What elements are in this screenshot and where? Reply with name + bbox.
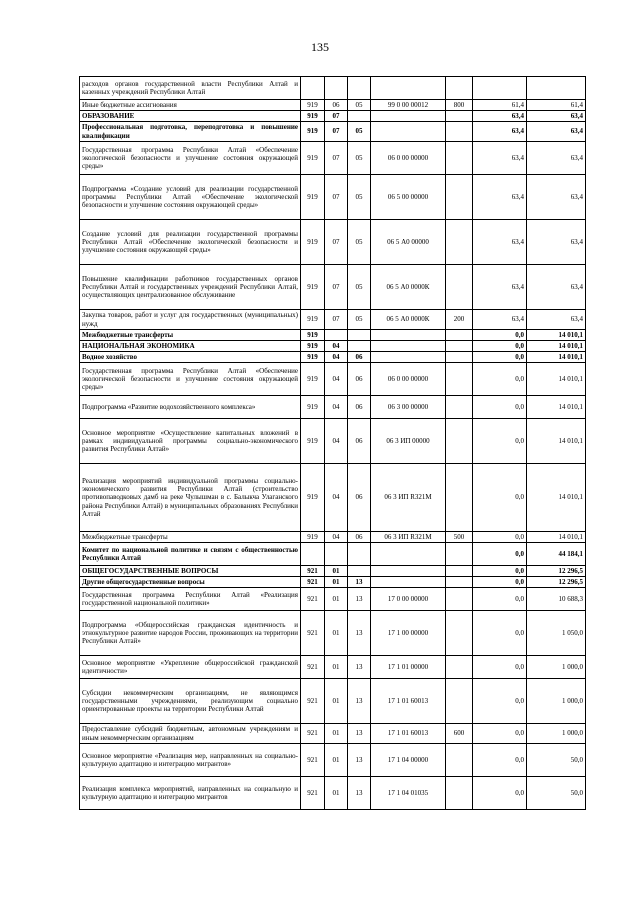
section-code-cell: 01 — [325, 588, 348, 611]
row-name-cell: расходов органов государственной власти Республики Алтай и казенных учреждений Республики Алтай — [80, 77, 301, 100]
subsection-code-cell: 05 — [348, 175, 371, 220]
row-name-cell: НАЦИОНАЛЬНАЯ ЭКОНОМИКА — [80, 341, 301, 352]
expense-type-cell — [446, 220, 473, 265]
section-code-cell: 07 — [325, 310, 348, 330]
sum-year-2-cell: 63,4 — [527, 310, 586, 330]
expense-type-cell: 200 — [446, 310, 473, 330]
sum-year-2-cell: 63,4 — [527, 142, 586, 175]
expense-type-cell — [446, 464, 473, 532]
expense-type-cell — [446, 330, 473, 341]
subsection-code-cell: 13 — [348, 744, 371, 777]
sum-year-1-cell: 0,0 — [473, 577, 527, 588]
grbs-code-cell: 921 — [301, 724, 325, 744]
table-row — [80, 77, 586, 100]
sum-year-2-cell: 14 010,1 — [527, 330, 586, 341]
sum-year-1-cell: 63,4 — [473, 142, 527, 175]
section-code-cell: 04 — [325, 464, 348, 532]
sum-year-2-cell: 14 010,1 — [527, 352, 586, 363]
grbs-code-cell: 919 — [301, 464, 325, 532]
section-code-cell: 01 — [325, 724, 348, 744]
target-article-cell — [371, 341, 446, 352]
section-code-cell: 04 — [325, 363, 348, 396]
subsection-code-cell — [348, 566, 371, 577]
section-code-cell: 06 — [325, 100, 348, 111]
row-name-cell: Государственная программа Республики Алтай «Реализация государственной национальной политики» — [80, 588, 301, 611]
sum-year-2-cell: 1 000,0 — [527, 656, 586, 679]
table-row — [80, 220, 586, 265]
row-name-cell: Основное мероприятие «Осуществление капитальных вложений в рамках индивидуальной программы социально-экономического развития Республики Алтай» — [80, 419, 301, 464]
section-code-cell: 07 — [325, 111, 348, 122]
grbs-code-cell: 919 — [301, 419, 325, 464]
sum-year-2-cell: 14 010,1 — [527, 341, 586, 352]
section-code-cell: 01 — [325, 679, 348, 724]
row-name-cell: Субсидии некоммерческим организациям, не являющимся государственными учреждениями, реализующим социально ориентированные проекты на территории Республики Алтай — [80, 679, 301, 724]
row-name-cell: Другие общегосударственные вопросы — [80, 577, 301, 588]
row-name-cell: ОБЩЕГОСУДАРСТВЕННЫЕ ВОПРОСЫ — [80, 566, 301, 577]
section-code-cell: 04 — [325, 352, 348, 363]
target-article-cell: 17 1 00 00000 — [371, 611, 446, 656]
section-code-cell: 04 — [325, 532, 348, 543]
sum-year-1-cell: 63,4 — [473, 122, 527, 142]
subsection-code-cell — [348, 341, 371, 352]
table-row — [80, 744, 586, 777]
target-article-cell: 06 5 А0 0000К — [371, 265, 446, 310]
grbs-code-cell: 919 — [301, 396, 325, 419]
table-row — [80, 341, 586, 352]
sum-year-1-cell: 63,4 — [473, 111, 527, 122]
sum-year-2-cell: 63,4 — [527, 111, 586, 122]
expense-type-cell — [446, 142, 473, 175]
table-row — [80, 611, 586, 656]
subsection-code-cell: 06 — [348, 419, 371, 464]
grbs-code-cell: 919 — [301, 352, 325, 363]
sum-year-2-cell: 12 296,5 — [527, 577, 586, 588]
target-article-cell: 06 3 00 00000 — [371, 396, 446, 419]
expense-type-cell — [446, 265, 473, 310]
sum-year-2-cell: 1 050,0 — [527, 611, 586, 656]
subsection-code-cell: 13 — [348, 588, 371, 611]
target-article-cell — [371, 330, 446, 341]
target-article-cell: 06 3 ИП R321М — [371, 464, 446, 532]
section-code-cell: 07 — [325, 175, 348, 220]
target-article-cell: 06 5 А0 0000К — [371, 310, 446, 330]
section-code-cell: 07 — [325, 220, 348, 265]
table-row — [80, 142, 586, 175]
table-row — [80, 577, 586, 588]
subsection-code-cell: 05 — [348, 142, 371, 175]
row-name-cell: Создание условий для реализации государственной программы Республики Алтай «Обеспечение экологической безопасности и улучшение состояния окружающей среды» — [80, 220, 301, 265]
grbs-code-cell: 919 — [301, 100, 325, 111]
target-article-cell: 17 1 01 00000 — [371, 656, 446, 679]
target-article-cell — [371, 543, 446, 566]
sum-year-1-cell: 0,0 — [473, 419, 527, 464]
expense-type-cell — [446, 543, 473, 566]
row-name-cell: Межбюджетные трансферты — [80, 330, 301, 341]
subsection-code-cell: 13 — [348, 577, 371, 588]
expense-type-cell — [446, 352, 473, 363]
sum-year-1-cell: 0,0 — [473, 543, 527, 566]
budget-table — [79, 76, 586, 810]
row-name-cell: Реализация мероприятий индивидуальной программы социально-экономического развития Республики Алтай (строительство противопаводковых дамб на реке Чулышман в с. Балыкча Улаганского района Республики Алтай) в муниципальных образованиях Республики Алтай — [80, 464, 301, 532]
subsection-code-cell: 13 — [348, 611, 371, 656]
grbs-code-cell: 919 — [301, 330, 325, 341]
expense-type-cell — [446, 679, 473, 724]
grbs-code-cell: 921 — [301, 577, 325, 588]
grbs-code-cell: 921 — [301, 588, 325, 611]
subsection-code-cell — [348, 77, 371, 100]
target-article-cell: 06 0 00 00000 — [371, 363, 446, 396]
section-code-cell: 01 — [325, 577, 348, 588]
section-code-cell: 01 — [325, 566, 348, 577]
section-code-cell: 04 — [325, 341, 348, 352]
grbs-code-cell: 921 — [301, 566, 325, 577]
expense-type-cell — [446, 577, 473, 588]
section-code-cell: 01 — [325, 656, 348, 679]
table-row — [80, 175, 586, 220]
sum-year-1-cell: 0,0 — [473, 330, 527, 341]
sum-year-2-cell: 44 184,1 — [527, 543, 586, 566]
table-row — [80, 543, 586, 566]
section-code-cell: 07 — [325, 265, 348, 310]
sum-year-1-cell — [473, 77, 527, 100]
sum-year-1-cell: 0,0 — [473, 352, 527, 363]
target-article-cell: 06 0 00 00000 — [371, 142, 446, 175]
sum-year-1-cell: 63,4 — [473, 310, 527, 330]
section-code-cell: 04 — [325, 396, 348, 419]
sum-year-1-cell: 0,0 — [473, 566, 527, 577]
sum-year-2-cell: 14 010,1 — [527, 396, 586, 419]
table-row — [80, 679, 586, 724]
section-code-cell — [325, 330, 348, 341]
target-article-cell: 06 3 ИП 00000 — [371, 419, 446, 464]
grbs-code-cell: 919 — [301, 310, 325, 330]
row-name-cell: Иные бюджетные ассигнования — [80, 100, 301, 111]
grbs-code-cell: 919 — [301, 532, 325, 543]
expense-type-cell — [446, 744, 473, 777]
table-row — [80, 396, 586, 419]
table-row — [80, 724, 586, 744]
subsection-code-cell: 06 — [348, 352, 371, 363]
sum-year-2-cell: 14 010,1 — [527, 532, 586, 543]
sum-year-2-cell: 12 296,5 — [527, 566, 586, 577]
target-article-cell: 17 0 00 00000 — [371, 588, 446, 611]
expense-type-cell — [446, 396, 473, 419]
target-article-cell — [371, 352, 446, 363]
section-code-cell — [325, 543, 348, 566]
target-article-cell: 06 3 ИП R321М — [371, 532, 446, 543]
row-name-cell: Подпрограмма «Общероссийская гражданская идентичность и этнокультурное развитие народов России, проживающих на территории Республики Алтай» — [80, 611, 301, 656]
grbs-code-cell: 921 — [301, 656, 325, 679]
sum-year-2-cell: 14 010,1 — [527, 419, 586, 464]
grbs-code-cell — [301, 543, 325, 566]
table-row — [80, 352, 586, 363]
expense-type-cell — [446, 588, 473, 611]
subsection-code-cell: 05 — [348, 310, 371, 330]
target-article-cell: 06 5 А0 00000 — [371, 220, 446, 265]
sum-year-2-cell — [527, 77, 586, 100]
expense-type-cell — [446, 419, 473, 464]
sum-year-1-cell: 63,4 — [473, 175, 527, 220]
expense-type-cell — [446, 566, 473, 577]
subsection-code-cell — [348, 111, 371, 122]
sum-year-2-cell: 14 010,1 — [527, 363, 586, 396]
table-row — [80, 566, 586, 577]
sum-year-1-cell: 0,0 — [473, 744, 527, 777]
sum-year-1-cell: 0,0 — [473, 396, 527, 419]
row-name-cell: ОБРАЗОВАНИЕ — [80, 111, 301, 122]
subsection-code-cell: 06 — [348, 396, 371, 419]
table-row — [80, 588, 586, 611]
subsection-code-cell: 05 — [348, 122, 371, 142]
sum-year-2-cell: 50,0 — [527, 777, 586, 810]
sum-year-1-cell: 0,0 — [473, 679, 527, 724]
section-code-cell — [325, 77, 348, 100]
target-article-cell: 17 1 01 60013 — [371, 679, 446, 724]
sum-year-2-cell: 63,4 — [527, 122, 586, 142]
subsection-code-cell: 06 — [348, 464, 371, 532]
section-code-cell: 01 — [325, 744, 348, 777]
sum-year-1-cell: 0,0 — [473, 777, 527, 810]
target-article-cell — [371, 77, 446, 100]
sum-year-1-cell: 0,0 — [473, 341, 527, 352]
table-row — [80, 532, 586, 543]
subsection-code-cell: 05 — [348, 220, 371, 265]
row-name-cell: Основное мероприятие «Укрепление общероссийской гражданской идентичности» — [80, 656, 301, 679]
section-code-cell: 01 — [325, 777, 348, 810]
target-article-cell: 99 0 00 00012 — [371, 100, 446, 111]
subsection-code-cell: 05 — [348, 265, 371, 310]
row-name-cell: Государственная программа Республики Алтай «Обеспечение экологической безопасности и улучшение состояния окружающей среды» — [80, 363, 301, 396]
grbs-code-cell: 921 — [301, 777, 325, 810]
grbs-code-cell: 919 — [301, 111, 325, 122]
sum-year-2-cell: 63,4 — [527, 175, 586, 220]
row-name-cell: Водное хозяйство — [80, 352, 301, 363]
table-row — [80, 777, 586, 810]
row-name-cell: Межбюджетные трансферты — [80, 532, 301, 543]
sum-year-1-cell: 0,0 — [473, 532, 527, 543]
sum-year-1-cell: 0,0 — [473, 611, 527, 656]
table-row — [80, 656, 586, 679]
subsection-code-cell: 13 — [348, 777, 371, 810]
target-article-cell: 17 1 01 60013 — [371, 724, 446, 744]
expense-type-cell: 600 — [446, 724, 473, 744]
expense-type-cell — [446, 175, 473, 220]
sum-year-2-cell: 61,4 — [527, 100, 586, 111]
sum-year-2-cell: 10 688,3 — [527, 588, 586, 611]
sum-year-2-cell: 63,4 — [527, 220, 586, 265]
section-code-cell: 07 — [325, 122, 348, 142]
grbs-code-cell: 921 — [301, 679, 325, 724]
row-name-cell: Профессиональная подготовка, переподготовка и повышение квалификации — [80, 122, 301, 142]
target-article-cell — [371, 566, 446, 577]
subsection-code-cell: 06 — [348, 363, 371, 396]
expense-type-cell — [446, 122, 473, 142]
table-row — [80, 265, 586, 310]
subsection-code-cell: 06 — [348, 532, 371, 543]
subsection-code-cell: 13 — [348, 656, 371, 679]
sum-year-2-cell: 1 000,0 — [527, 679, 586, 724]
expense-type-cell — [446, 777, 473, 810]
table-row — [80, 310, 586, 330]
row-name-cell: Предоставление субсидий бюджетным, автономным учреждениям и иным некоммерческим организациям — [80, 724, 301, 744]
expense-type-cell — [446, 341, 473, 352]
row-name-cell: Комитет по национальной политике и связям с общественностью Республики Алтай — [80, 543, 301, 566]
grbs-code-cell: 919 — [301, 142, 325, 175]
subsection-code-cell: 13 — [348, 679, 371, 724]
table-row — [80, 419, 586, 464]
grbs-code-cell — [301, 77, 325, 100]
row-name-cell: Повышение квалификации работников государственных органов Республики Алтай и государственных учреждений Республики Алтай, осуществляющих централизованное обслуживание — [80, 265, 301, 310]
grbs-code-cell: 919 — [301, 220, 325, 265]
row-name-cell: Реализация комплекса мероприятий, направленных на социальную и культурную адаптацию и интеграцию мигрантов — [80, 777, 301, 810]
section-code-cell: 04 — [325, 419, 348, 464]
table-row — [80, 330, 586, 341]
row-name-cell: Подпрограмма «Развитие водохозяйственного комплекса» — [80, 396, 301, 419]
row-name-cell: Подпрограмма «Создание условий для реализации государственной программы Республики Алтай «Обеспечение экологической безопасности и улучшение состояния окружающей среды» — [80, 175, 301, 220]
table-row — [80, 464, 586, 532]
grbs-code-cell: 919 — [301, 175, 325, 220]
target-article-cell: 06 5 00 00000 — [371, 175, 446, 220]
expense-type-cell: 500 — [446, 532, 473, 543]
expense-type-cell: 800 — [446, 100, 473, 111]
grbs-code-cell: 921 — [301, 744, 325, 777]
expense-type-cell — [446, 611, 473, 656]
sum-year-1-cell: 0,0 — [473, 464, 527, 532]
row-name-cell: Закупка товаров, работ и услуг для государственных (муниципальных) нужд — [80, 310, 301, 330]
sum-year-2-cell: 14 010,1 — [527, 464, 586, 532]
budget-table-body — [80, 77, 586, 810]
sum-year-1-cell: 61,4 — [473, 100, 527, 111]
subsection-code-cell: 13 — [348, 724, 371, 744]
subsection-code-cell — [348, 330, 371, 341]
target-article-cell: 17 1 04 01035 — [371, 777, 446, 810]
sum-year-2-cell: 1 000,0 — [527, 724, 586, 744]
section-code-cell: 01 — [325, 611, 348, 656]
table-row — [80, 122, 586, 142]
target-article-cell — [371, 122, 446, 142]
target-article-cell — [371, 577, 446, 588]
expense-type-cell — [446, 77, 473, 100]
sum-year-1-cell: 0,0 — [473, 363, 527, 396]
row-name-cell: Основное мероприятие «Реализация мер, направленных на социально-культурную адаптацию и интеграцию мигрантов» — [80, 744, 301, 777]
sum-year-1-cell: 0,0 — [473, 656, 527, 679]
subsection-code-cell: 05 — [348, 100, 371, 111]
expense-type-cell — [446, 656, 473, 679]
page-number: 135 — [311, 40, 329, 54]
expense-type-cell — [446, 363, 473, 396]
subsection-code-cell — [348, 543, 371, 566]
row-name-cell: Государственная программа Республики Алтай «Обеспечение экологической безопасности и улучшение состояния окружающей среды» — [80, 142, 301, 175]
grbs-code-cell: 919 — [301, 363, 325, 396]
sum-year-1-cell: 0,0 — [473, 724, 527, 744]
target-article-cell: 17 1 04 00000 — [371, 744, 446, 777]
expense-type-cell — [446, 111, 473, 122]
grbs-code-cell: 919 — [301, 341, 325, 352]
table-row — [80, 100, 586, 111]
grbs-code-cell: 919 — [301, 122, 325, 142]
section-code-cell: 07 — [325, 142, 348, 175]
table-row — [80, 363, 586, 396]
sum-year-1-cell: 0,0 — [473, 588, 527, 611]
sum-year-1-cell: 63,4 — [473, 220, 527, 265]
sum-year-2-cell: 50,0 — [527, 744, 586, 777]
grbs-code-cell: 921 — [301, 611, 325, 656]
grbs-code-cell: 919 — [301, 265, 325, 310]
sum-year-1-cell: 63,4 — [473, 265, 527, 310]
target-article-cell — [371, 111, 446, 122]
sum-year-2-cell: 63,4 — [527, 265, 586, 310]
table-row — [80, 111, 586, 122]
